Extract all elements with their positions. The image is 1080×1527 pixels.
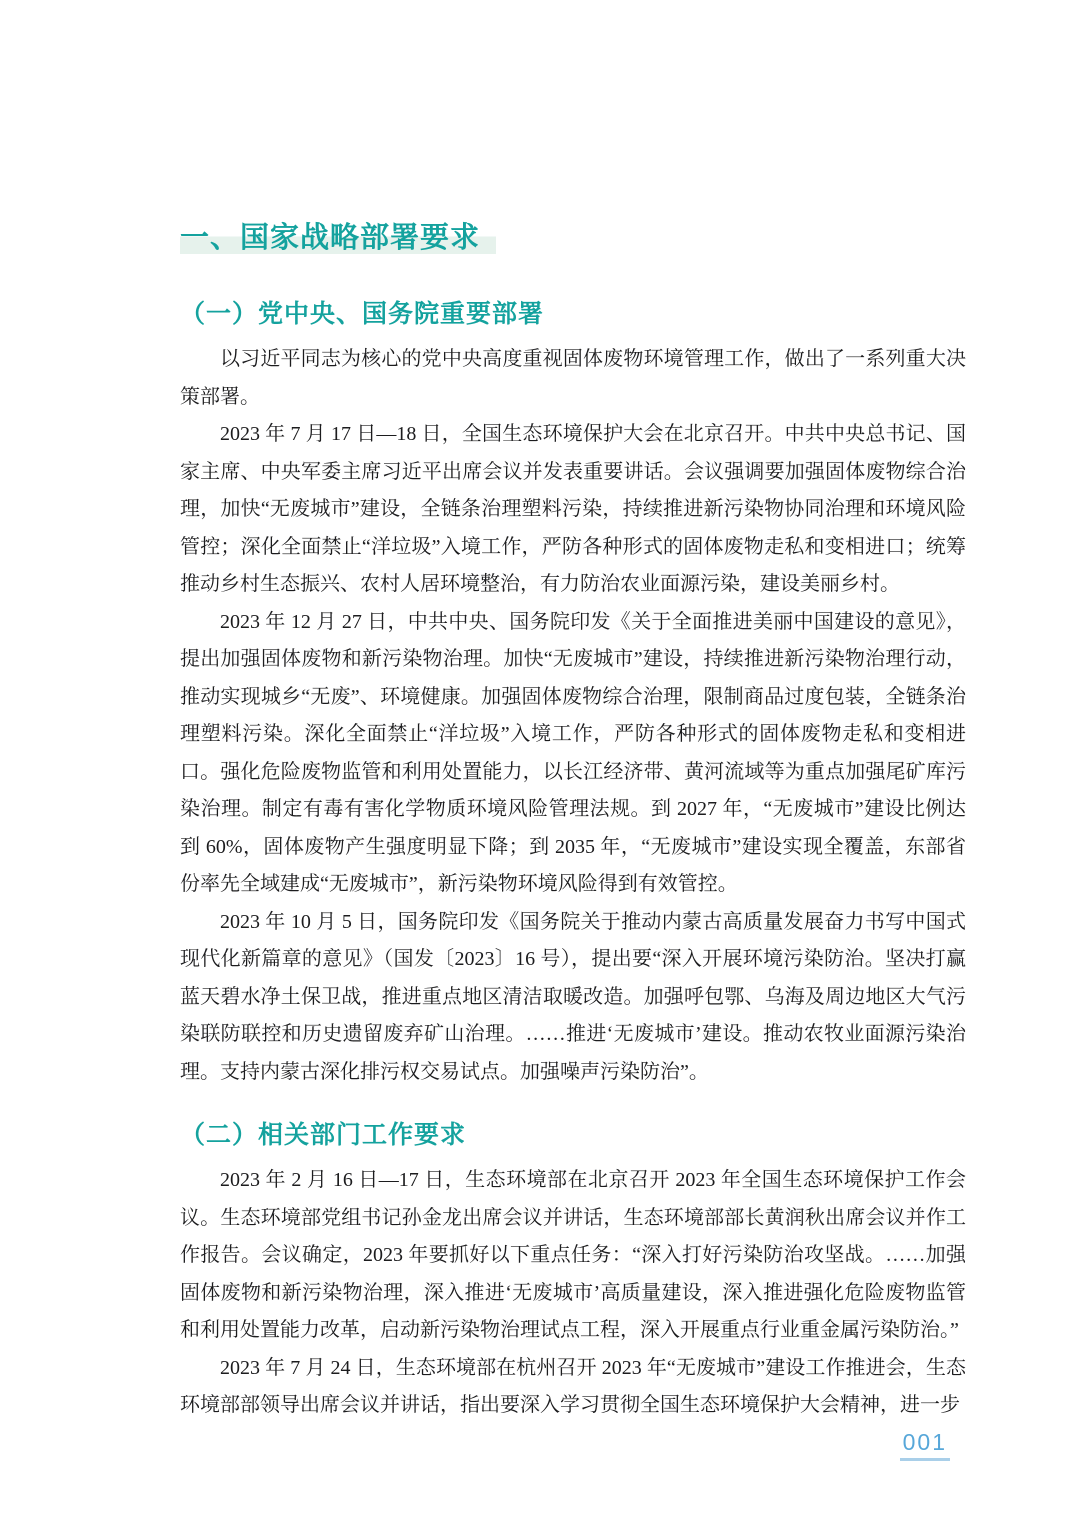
paragraph-1: 以习近平同志为核心的党中央高度重视固体废物环境管理工作，做出了一系列重大决策部署。 [180, 348, 966, 408]
page-number: 001 [902, 1429, 947, 1455]
subsection-2-heading: （二）相关部门工作要求 [180, 1121, 467, 1149]
page-number-underline [900, 1458, 950, 1461]
paragraph-5: 2023 年 2 月 16 日—17 日，生态环境部在北京召开 2023 年全国生态环境保护工作会议。生态环境部党组书记孙金龙出席会议并讲话，生态环境部部长黄润秋出席会议并作工作报告。会议确定，2023 年要抓好以下重点任务：“深入打好污染防治攻坚战。……加强固体废物和新污染物治理，深入推进‘无废城市’高质量建设，深入推进强化危险废物监管和利用处置能力改革，启动新污染物治理试点工程，深入开展重点行业重金属污染防治。” [180, 1169, 966, 1341]
paragraph-2: 2023 年 7 月 17 日—18 日，全国生态环境保护大会在北京召开。中共中央总书记、国家主席、中央军委主席习近平出席会议并发表重要讲话。会议强调要加强固体废物综合治理，加快“无废城市”建设，全链条治理塑料污染，持续推进新污染物协同治理和环境风险管控；深化全面禁止“洋垃圾”入境工作，严防各种形式的固体废物走私和变相进口；统筹推动乡村生态振兴、农村人居环境整治，有力防治农业面源污染，建设美丽乡村。 [180, 423, 966, 595]
page-number-block [900, 1428, 950, 1461]
paragraph-3: 2023 年 12 月 27 日，中共中央、国务院印发《关于全面推进美丽中国建设的意见》，提出加强固体废物和新污染物治理。加快“无废城市”建设，持续推进新污染物治理行动，推动实现城乡“无废”、环境健康。加强固体废物综合治理，限制商品过度包装，全链条治理塑料污染。深化全面禁止“洋垃圾”入境工作，严防各种形式的固体废物走私和变相进口。强化危险废物监管和利用处置能力，以长江经济带、黄河流域等为重点加强尾矿库污染治理。制定有毒有害化学物质环境风险管理法规。到 2027 年，“无废城市”建设比例达到 60%，固体废物产生强度明显下降；到 2035 年，“无废城市”建设实现全覆盖，东部省份率先全域建成“无废城市”，新污染物环境风险得到有效管控。 [180, 610, 966, 895]
paragraph-4: 2023 年 10 月 5 日，国务院印发《国务院关于推动内蒙古高质量发展奋力书写中国式现代化新篇章的意见》（国发〔2023〕16 号），提出要“深入开展环境污染防治。坚决打赢蓝天碧水净土保卫战，推进重点地区清洁取暖改造。加强呼包鄂、乌海及周边地区大气污染联防联控和历史遗留废弃矿山治理。……推进‘无废城市’建设。推动农牧业面源污染治理。支持内蒙古深化排污权交易试点。加强噪声污染防治”。 [180, 910, 966, 1083]
page-content [180, 220, 966, 1425]
section-heading-text: 一、国家战略部署要求 [180, 222, 496, 254]
subsection-1-heading: （一）党中央、国务院重要部署 [180, 300, 545, 328]
section-heading [180, 220, 966, 256]
page-footer [0, 1428, 1080, 1474]
paragraph-6: 2023 年 7 月 24 日，生态环境部在杭州召开 2023 年“无废城市”建设工作推进会，生态环境部部领导出席会议并讲话，指出要深入学习贯彻全国生态环境保护大会精神，进一步 [180, 1356, 966, 1416]
